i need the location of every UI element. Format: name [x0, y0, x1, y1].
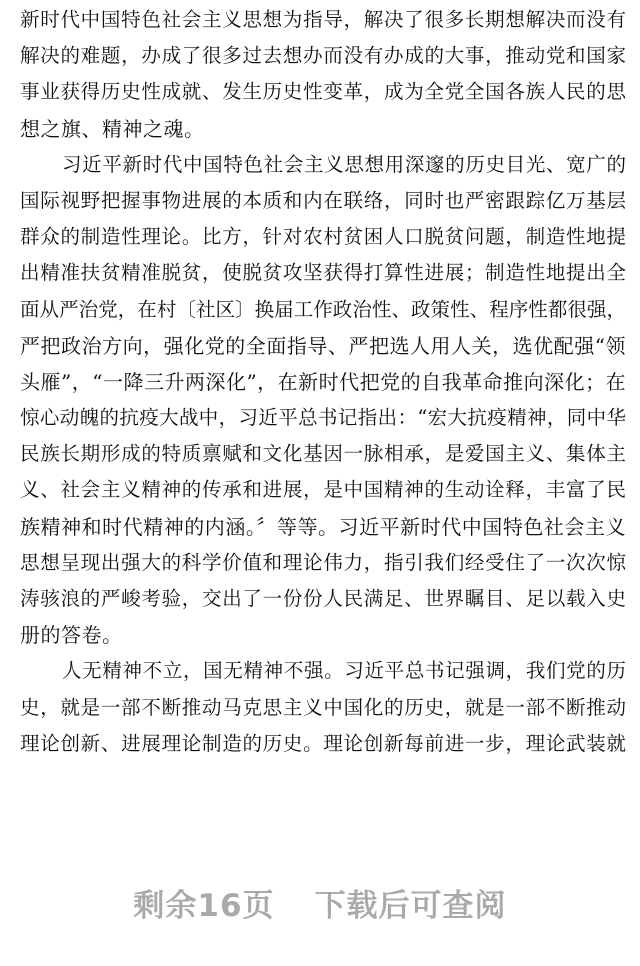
text-line-6: 国际视野把握事物进展的本质和内在联络，同时也严密跟踪亿万基层: [20, 188, 626, 212]
text-line-3: 事业获得历史性成就、发生历史性变革，成为全党全国各族人民的思: [20, 80, 626, 104]
remaining-pages-banner[interactable]: [0, 880, 640, 925]
text-line-13: 民族长期形成的特质禀赋和文化基因一脉相承，是爱国主义、集体主: [20, 442, 626, 466]
text-line-7: 群众的制造性理论。比方，针对农村贫困人口脱贫问题，制造性地提: [20, 225, 626, 249]
download-to-read-text: 下载后可查阅: [314, 888, 507, 924]
text-line-8: 出精准扶贫精准脱贫，使脱贫攻坚获得打算性进展；制造性地提出全: [20, 261, 626, 285]
text-line-16: 思想呈现出强大的科学价值和理论伟力，指引我们经受住了一次次惊: [20, 550, 626, 574]
remaining-pages-text: 剩余16页: [133, 888, 275, 924]
text-line-20: 史，就是一部不断推动马克思主义中国化的历史，就是一部不断推动: [20, 695, 626, 719]
text-line-19: 人无精神不立，国无精神不强。习近平总书记强调，我们党的历: [62, 659, 626, 683]
text-line-21: 理论创新、进展理论制造的历史。理论创新每前进一步，理论武装就: [20, 731, 626, 755]
text-line-11: 头雁”，“一降三升两深化”，在新时代把党的自我革命推向深化；在: [20, 369, 626, 394]
text-line-9: 面从严治党，在村〔社区〕换届工作政治性、政策性、程序性都很强，: [20, 297, 626, 321]
text-line-4: 想之旗、精神之魂。: [20, 116, 205, 141]
text-line-17: 涛骇浪的严峻考验，交出了一份份人民满足、世界瞩目、足以载入史: [20, 587, 626, 610]
document-body: [20, 2, 626, 762]
text-line-15: 族精神和时代精神的内涵。〞等等。习近平新时代中国特色社会主义: [20, 514, 626, 539]
text-line-1: 新时代中国特色社会主义思想为指导，解决了很多长期想解决而没有: [20, 8, 626, 31]
text-line-5: 习近平新时代中国特色社会主义思想用深邃的历史目光、宽广的: [62, 152, 626, 176]
text-line-12: 惊心动魄的抗疫大战中，习近平总书记指出：“宏大抗疫精神，同中华: [20, 406, 626, 430]
text-line-10: 严把政治方向，强化党的全面指导、严把选人用人关，选优配强“领: [20, 333, 626, 358]
text-line-2: 解决的难题，办成了很多过去想办而没有办成的大事，推动党和国家: [20, 44, 626, 68]
text-line-18: 册的答卷。: [20, 623, 123, 648]
text-line-14: 义、社会主义精神的传承和进展，是中国精神的生动诠释，丰富了民: [20, 478, 626, 502]
